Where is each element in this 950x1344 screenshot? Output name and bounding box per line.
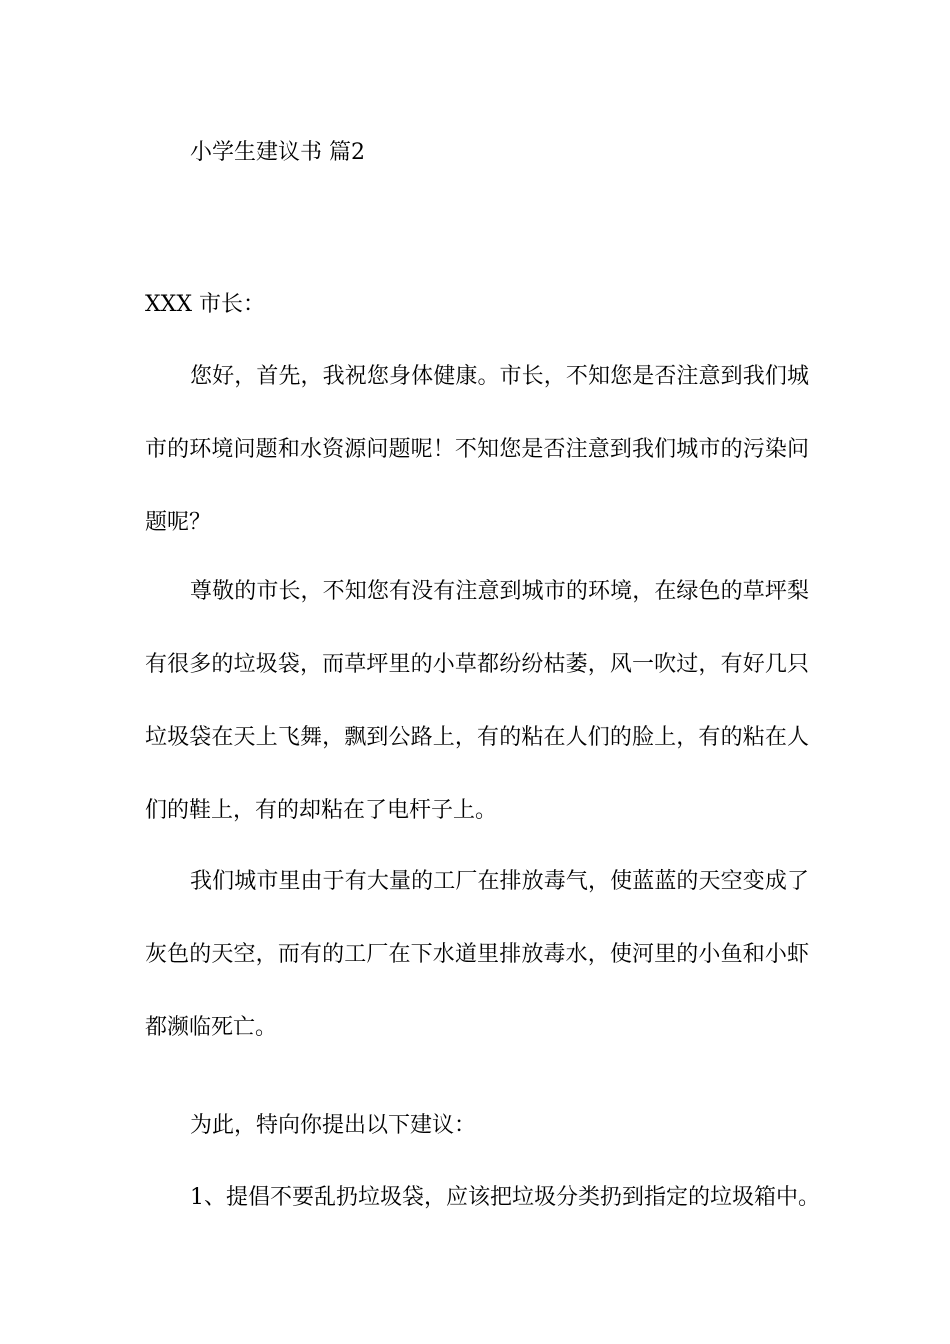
paragraph-suggestions-intro: 为此，特向你提出以下建议：	[190, 1113, 477, 1138]
paragraph-suggestion-1: 1、提倡不要乱扔垃圾袋，应该把垃圾分类扔到指定的垃圾箱中。	[190, 1185, 820, 1210]
salutation: XXX 市长：	[145, 292, 265, 317]
paragraph-factory-pollution: 我们城市里由于有大量的工厂在排放毒气，使蓝蓝的天空变成了灰色的天空，而有的工厂在下水道里排放毒水，使河里的小鱼和小虾都濒临死亡。	[145, 869, 809, 1040]
paragraph-lawn-litter: 尊敬的市长，不知您有没有注意到城市的环境，在绿色的草坪梨有很多的垃圾袋，而草坪里的小草都纷纷枯萎，风一吹过，有好几只垃圾袋在天上飞舞，飘到公路上，有的粘在人们的脸上，有的粘在人们的鞋上，有的却粘在了电杆子上。	[145, 579, 809, 823]
paragraph-greeting: 您好，首先，我祝您身体健康。市长，不知您是否注意到我们城市的环境问题和水资源问题呢！不知您是否注意到我们城市的污染问题呢？	[145, 364, 809, 535]
document-title: 小学生建议书 篇2	[190, 140, 365, 165]
